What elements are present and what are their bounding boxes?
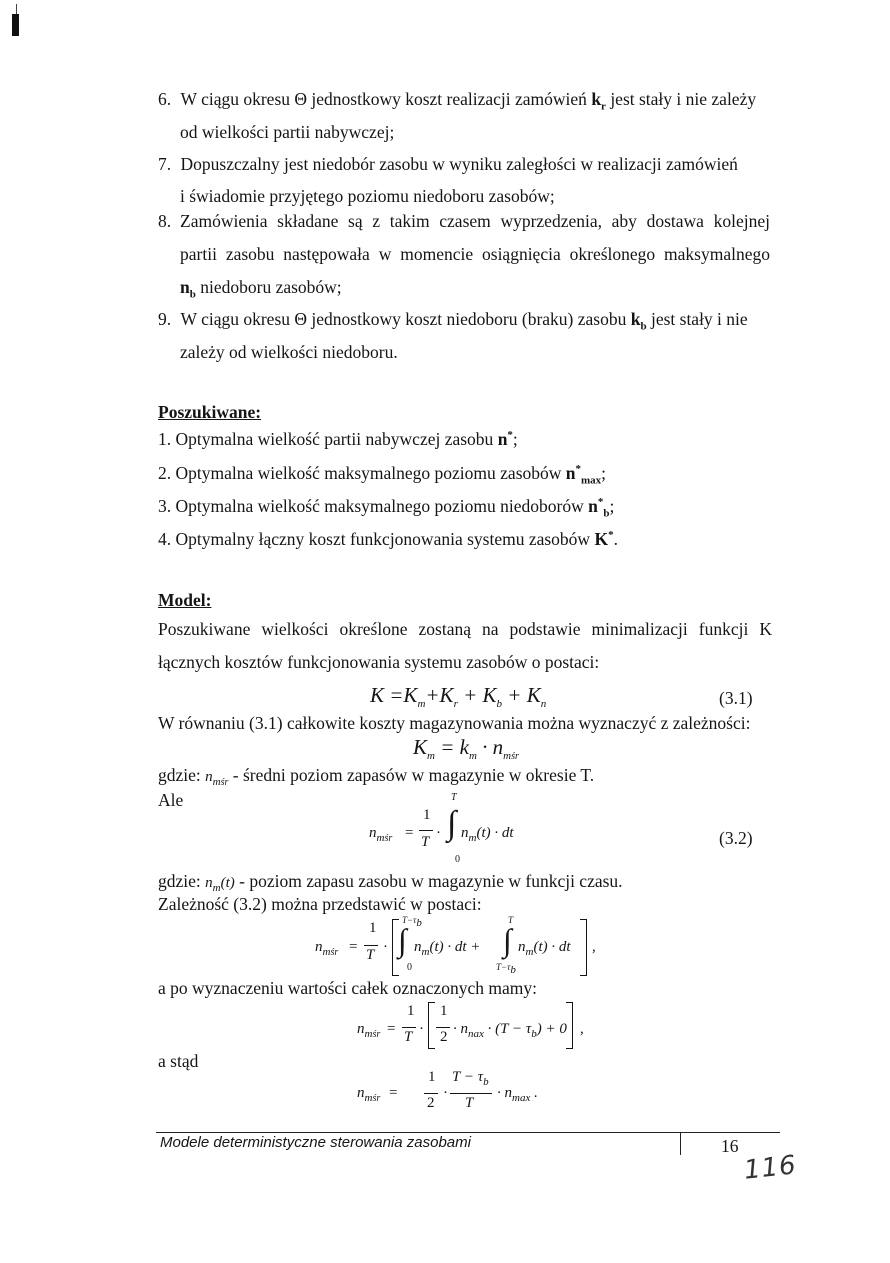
equation-3-1-label: (3.1) (719, 688, 753, 708)
model-intro-line1: Poszukiwane wielkości określone zostaną na podstawie minimalizacji funkcji K (158, 619, 772, 639)
equation-3-1: $K =K_m+K_r + K_b + K_n$ (370, 683, 547, 711)
sought-item-1: 1. Optymalna wielkość partii nabywczej zasobu n*; (158, 429, 518, 449)
footer-rule (156, 1132, 780, 1133)
after-integrals: a po wyznaczeniu wartości całek oznaczonych mamy: (158, 978, 537, 998)
handwritten-page-number: 116 (742, 1150, 799, 1186)
hence-label: a stąd (158, 1051, 199, 1071)
list-item-6: 6. W ciągu okresu Θ jednostkowy koszt realizacji zamówień $k_r$ jest stały i nie zależy (158, 89, 757, 113)
list-item-9: 9. W ciągu okresu Θ jednostkowy koszt niedoboru (braku) zasobu $k_b$ jest stały i nie (158, 309, 748, 333)
section-heading-sought: Poszukiwane: (158, 402, 262, 422)
footer-page-number: 16 (721, 1136, 739, 1156)
equation-3-2-label: (3.2) (719, 828, 753, 848)
footer-title: Modele deterministyczne sterowania zasobami (160, 1134, 471, 1151)
section-heading-model: Model: (158, 590, 212, 610)
model-after-3-1: W równaniu (3.1) całkowite koszty magazynowania można wyznaczyć z zależności: (158, 713, 751, 733)
sought-item-3: 3. Optymalna wielkość maksymalnego poziomu niedoborów $n^*_b$; (158, 496, 615, 520)
list-item-7: 7. Dopuszczalny jest niedobór zasobu w wyniku zaległości w realizacji zamówień (158, 154, 738, 174)
dependency-3-2: Zależność (3.2) można przedstawić w postaci: (158, 894, 482, 914)
model-intro-line2: łącznych kosztów funkcjonowania systemu zasobów o postaci: (158, 652, 600, 672)
list-item-6-line2: od wielkości partii nabywczej; (180, 122, 395, 142)
list-item-8-line1: Zamówienia składane są z takim czasem wyprzedzenia, aby dostawa kolejnej (180, 211, 770, 231)
equation-km: $K_m = k_m \cdot n_{mśr}$ (413, 735, 519, 763)
list-item-9-line2: zależy od wielkości niedoboru. (180, 342, 398, 362)
list-item-7-line2: i świadomie przyjętego poziomu niedoboru zasobów; (180, 186, 555, 206)
where-2: gdzie: $n_m(t)$ - poziom zapasu zasobu w magazynie w funkcji czasu. (158, 871, 623, 894)
ale-label: Ale (158, 790, 184, 810)
sought-item-2: 2. Optymalna wielkość maksymalnego poziomu zasobów $n^*_{max}$; (158, 463, 607, 487)
sought-item-4: 4. Optymalny łączny koszt funkcjonowania systemu zasobów K*. (158, 529, 618, 549)
list-item-8-line2: partii zasobu następowała w momencie osiągnięcia określonego maksymalnego (180, 244, 770, 264)
list-item-8-line3: $n_b$ niedoboru zasobów; (180, 277, 342, 301)
binder-mark (12, 14, 19, 36)
list-item-8-num: 8. (158, 211, 172, 231)
footer-divider (680, 1133, 681, 1155)
binder-line (16, 4, 17, 14)
where-1: gdzie: $n_{mśr}$ - średni poziom zapasów w magazynie w okresie T. (158, 765, 595, 788)
